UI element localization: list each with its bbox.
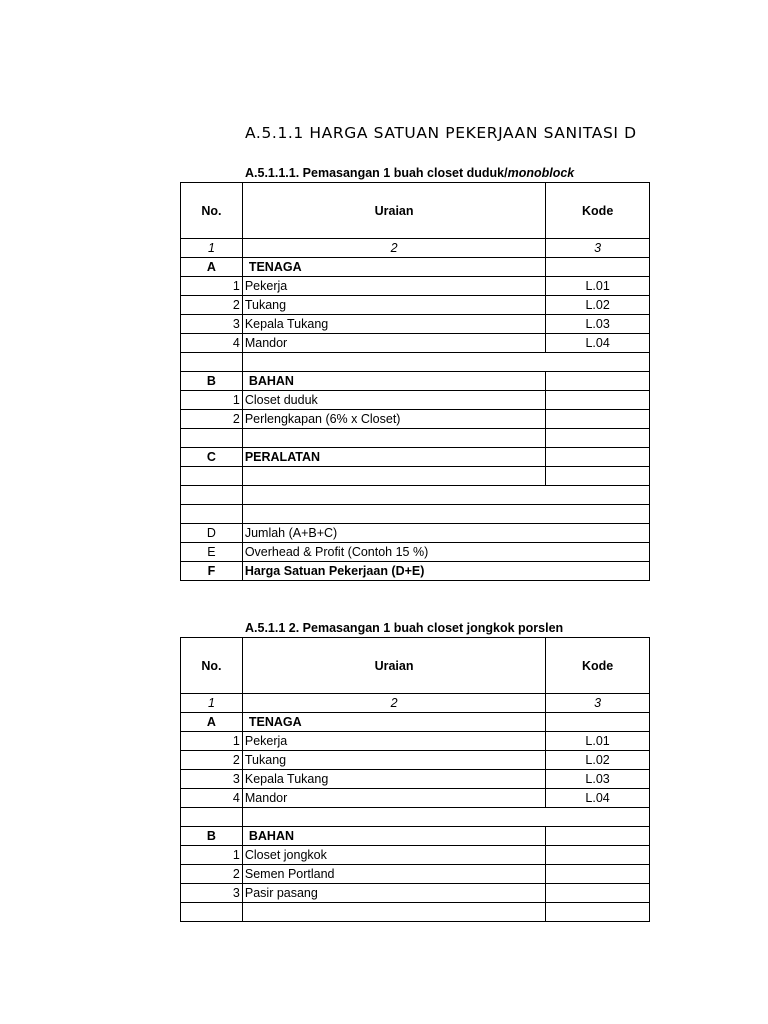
empty-cell	[546, 486, 650, 505]
row-uraian: Jumlah (A+B+C)	[242, 524, 545, 543]
row-no: 1	[181, 732, 243, 751]
row-kode: L.01	[546, 277, 650, 296]
empty-cell	[546, 827, 650, 846]
section-a-row	[181, 713, 650, 732]
table-row	[181, 732, 650, 751]
empty-cell	[242, 903, 545, 922]
section1-table	[180, 182, 650, 581]
empty-cell	[546, 903, 650, 922]
row-uraian: Closet duduk	[242, 391, 545, 410]
table-row	[181, 410, 650, 429]
colnum-3: 3	[546, 694, 650, 713]
colnum-3: 3	[546, 239, 650, 258]
empty-cell	[546, 846, 650, 865]
empty-cell	[181, 429, 243, 448]
row-uraian: Pasir pasang	[242, 884, 545, 903]
blank-row	[181, 505, 650, 524]
section-label: B	[181, 827, 243, 846]
empty-cell	[546, 372, 650, 391]
empty-cell	[546, 524, 650, 543]
row-kode: L.02	[546, 751, 650, 770]
column-number-row	[181, 694, 650, 713]
empty-cell	[546, 505, 650, 524]
empty-cell	[242, 467, 545, 486]
row-no: 3	[181, 770, 243, 789]
empty-cell	[546, 884, 650, 903]
section1-subtitle: A.5.1.1.1. Pemasangan 1 buah closet duduk/monoblock	[245, 166, 575, 180]
row-uraian: Closet jongkok	[242, 846, 545, 865]
row-uraian: Harga Satuan Pekerjaan (D+E)	[242, 562, 545, 581]
table-row	[181, 277, 650, 296]
column-number-row	[181, 239, 650, 258]
row-no: 4	[181, 789, 243, 808]
section-label: B	[181, 372, 243, 391]
table-header-row	[181, 638, 650, 694]
row-uraian: Pekerja	[242, 732, 545, 751]
colnum-1: 1	[181, 239, 243, 258]
empty-cell	[546, 258, 650, 277]
empty-cell	[242, 353, 545, 372]
colnum-2: 2	[242, 694, 545, 713]
section-label: A	[181, 713, 243, 732]
row-uraian: Perlengkapan (6% x Closet)	[242, 410, 545, 429]
table-row	[181, 391, 650, 410]
empty-cell	[181, 467, 243, 486]
row-no: 1	[181, 846, 243, 865]
section-label: A	[181, 258, 243, 277]
empty-cell	[546, 353, 650, 372]
section-title: TENAGA	[242, 713, 545, 732]
empty-cell	[546, 429, 650, 448]
empty-cell	[546, 543, 650, 562]
row-no: 1	[181, 391, 243, 410]
empty-cell	[242, 429, 545, 448]
empty-cell	[546, 391, 650, 410]
row-uraian: Kepala Tukang	[242, 315, 545, 334]
section2-subtitle: A.5.1.1 2. Pemasangan 1 buah closet jongkok porslen	[245, 621, 564, 635]
row-uraian: Mandor	[242, 789, 545, 808]
section-label: C	[181, 448, 243, 467]
empty-cell	[546, 467, 650, 486]
blank-row	[181, 903, 650, 922]
row-label: D	[181, 524, 243, 543]
empty-cell	[546, 448, 650, 467]
empty-cell	[546, 713, 650, 732]
empty-cell	[181, 903, 243, 922]
price-f-row	[181, 562, 650, 581]
row-uraian: Kepala Tukang	[242, 770, 545, 789]
row-kode: L.04	[546, 334, 650, 353]
row-kode: L.03	[546, 770, 650, 789]
section-b-row	[181, 372, 650, 391]
total-d-row	[181, 524, 650, 543]
row-kode: L.04	[546, 789, 650, 808]
page-title: A.5.1.1 HARGA SATUAN PEKERJAAN SANITASI D	[245, 124, 637, 142]
blank-row	[181, 467, 650, 486]
empty-cell	[242, 808, 545, 827]
table-row	[181, 751, 650, 770]
empty-cell	[181, 808, 243, 827]
row-uraian: Tukang	[242, 296, 545, 315]
section-title: BAHAN	[242, 827, 545, 846]
table-row	[181, 334, 650, 353]
header-no: No.	[181, 183, 243, 239]
row-uraian: Overhead & Profit (Contoh 15 %)	[242, 543, 545, 562]
empty-cell	[546, 562, 650, 581]
header-uraian: Uraian	[242, 638, 545, 694]
header-kode: Kode	[546, 183, 650, 239]
section-title: TENAGA	[242, 258, 545, 277]
empty-cell	[546, 808, 650, 827]
table-row	[181, 846, 650, 865]
row-no: 3	[181, 884, 243, 903]
row-no: 2	[181, 751, 243, 770]
row-uraian: Pekerja	[242, 277, 545, 296]
blank-row	[181, 808, 650, 827]
section-b-row	[181, 827, 650, 846]
row-label: F	[181, 562, 243, 581]
row-no: 2	[181, 296, 243, 315]
overhead-e-row	[181, 543, 650, 562]
blank-row	[181, 429, 650, 448]
colnum-1: 1	[181, 694, 243, 713]
table-row	[181, 865, 650, 884]
header-no: No.	[181, 638, 243, 694]
row-uraian: Mandor	[242, 334, 545, 353]
empty-cell	[242, 486, 545, 505]
row-no: 2	[181, 410, 243, 429]
row-no: 3	[181, 315, 243, 334]
row-uraian: Semen Portland	[242, 865, 545, 884]
row-no: 4	[181, 334, 243, 353]
row-uraian: Tukang	[242, 751, 545, 770]
empty-cell	[546, 865, 650, 884]
section-title: PERALATAN	[242, 448, 545, 467]
section-title: BAHAN	[242, 372, 545, 391]
header-kode: Kode	[546, 638, 650, 694]
row-kode: L.02	[546, 296, 650, 315]
empty-cell	[181, 486, 243, 505]
empty-cell	[181, 353, 243, 372]
empty-cell	[242, 505, 545, 524]
table-row	[181, 770, 650, 789]
blank-row	[181, 486, 650, 505]
section2-table	[180, 637, 650, 922]
table-row	[181, 315, 650, 334]
empty-cell	[546, 410, 650, 429]
row-kode: L.03	[546, 315, 650, 334]
row-no: 1	[181, 277, 243, 296]
section-c-row	[181, 448, 650, 467]
empty-cell	[181, 505, 243, 524]
table-row	[181, 789, 650, 808]
blank-row	[181, 353, 650, 372]
table-header-row	[181, 183, 650, 239]
row-label: E	[181, 543, 243, 562]
header-uraian: Uraian	[242, 183, 545, 239]
table-row	[181, 296, 650, 315]
colnum-2: 2	[242, 239, 545, 258]
section-a-row	[181, 258, 650, 277]
row-kode: L.01	[546, 732, 650, 751]
row-no: 2	[181, 865, 243, 884]
table-row	[181, 884, 650, 903]
